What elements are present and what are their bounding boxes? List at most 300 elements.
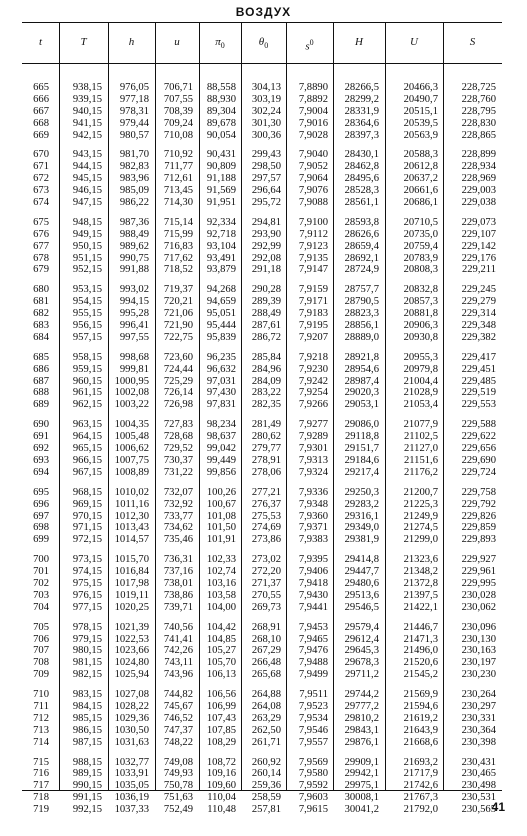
cell-h: 1024,80 <box>114 657 149 669</box>
cell-h: 1003,22 <box>114 399 149 411</box>
cell-T: 949,15 <box>72 228 102 240</box>
cell-H: 29843,1 <box>344 724 379 736</box>
cell-U: 20588,3 <box>403 149 438 161</box>
cell-U: 21348,2 <box>403 566 438 578</box>
cell-T: 972,15 <box>72 534 102 546</box>
cell-u: 718,52 <box>163 264 193 276</box>
cell-pi0: 103,58 <box>206 589 236 601</box>
cell-h: 1008,89 <box>114 466 149 478</box>
cell-s0: 7,9159 <box>298 284 328 296</box>
cell-T: 943,15 <box>72 149 102 161</box>
cell-H: 28692,1 <box>344 252 379 264</box>
cell-H: 29020,3 <box>344 387 379 399</box>
cell-S: 230,565 <box>461 804 496 816</box>
cell-H: 29711,2 <box>344 669 379 681</box>
cell-S: 229,927 <box>461 554 496 566</box>
cell-u: 743,96 <box>163 669 193 681</box>
cell-S: 229,588 <box>461 419 496 431</box>
table-row <box>22 264 502 276</box>
cell-u: 708,39 <box>163 105 193 117</box>
cell-theta0: 299,43 <box>251 149 281 161</box>
cell-s0: 7,9580 <box>298 768 328 780</box>
cell-S: 229,107 <box>461 228 496 240</box>
cell-t: 670 <box>33 149 49 161</box>
cell-theta0: 278,91 <box>251 454 281 466</box>
cell-theta0: 264,88 <box>251 689 281 701</box>
cell-s0: 7,9557 <box>298 736 328 748</box>
cell-T: 970,15 <box>72 510 102 522</box>
cell-U: 20563,9 <box>403 129 438 141</box>
table-row <box>22 94 502 106</box>
cell-h: 1005,48 <box>114 431 149 443</box>
cell-T: 945,15 <box>72 173 102 185</box>
cell-h: 1016,84 <box>114 566 149 578</box>
cell-h: 990,75 <box>119 252 149 264</box>
cell-H: 30008,1 <box>344 792 379 804</box>
cell-H: 29053,1 <box>344 399 379 411</box>
cell-T: 957,15 <box>72 331 102 343</box>
cell-pi0: 91,569 <box>206 185 236 197</box>
cell-S: 229,826 <box>461 510 496 522</box>
page-number: 41 <box>491 800 505 814</box>
cell-theta0: 281,49 <box>251 419 281 431</box>
cell-s0: 7,9476 <box>298 645 328 657</box>
cell-h: 977,18 <box>119 93 149 105</box>
column-header-h: h <box>128 36 135 48</box>
cell-h: 1027,08 <box>114 689 149 701</box>
cell-pi0: 89,678 <box>206 117 236 129</box>
cell-h: 993,02 <box>119 284 149 296</box>
cell-U: 21422,1 <box>403 601 438 613</box>
cell-T: 938,15 <box>72 82 102 93</box>
cell-h: 988,49 <box>119 228 149 240</box>
cell-theta0: 272,20 <box>251 566 281 578</box>
cell-H: 29645,3 <box>344 645 379 657</box>
cell-pi0: 104,00 <box>206 601 236 613</box>
cell-U: 21225,3 <box>403 498 438 510</box>
cell-H: 28593,8 <box>344 216 379 228</box>
cell-pi0: 98,234 <box>206 419 236 431</box>
cell-U: 21693,2 <box>403 756 438 768</box>
cell-h: 1017,98 <box>114 577 149 589</box>
cell-h: 986,22 <box>119 197 149 209</box>
cell-H: 28495,6 <box>344 173 379 185</box>
cell-theta0: 294,81 <box>251 216 281 228</box>
cell-s0: 7,9603 <box>298 792 328 804</box>
cell-theta0: 289,39 <box>251 296 281 308</box>
table-row <box>22 106 502 118</box>
cell-H: 29678,3 <box>344 657 379 669</box>
cell-t: 687 <box>33 375 49 387</box>
cell-U: 21077,9 <box>403 419 438 431</box>
cell-s0: 7,9371 <box>298 522 328 534</box>
cell-u: 742,26 <box>163 645 193 657</box>
cell-s0: 7,9218 <box>298 351 328 363</box>
cell-theta0: 292,99 <box>251 240 281 252</box>
cell-s0: 7,9488 <box>298 657 328 669</box>
cell-S: 229,519 <box>461 387 496 399</box>
cell-h: 1004,35 <box>114 419 149 431</box>
table-row <box>22 455 502 467</box>
cell-h: 1019,11 <box>114 589 149 601</box>
cell-t: 677 <box>33 240 49 252</box>
cell-t: 674 <box>33 197 49 209</box>
cell-theta0: 284,09 <box>251 375 281 387</box>
cell-pi0: 99,856 <box>206 466 236 478</box>
cell-T: 942,15 <box>72 129 102 141</box>
cell-s0: 7,9499 <box>298 669 328 681</box>
cell-H: 29118,8 <box>344 431 379 443</box>
cell-S: 228,795 <box>461 105 496 117</box>
cell-T: 973,15 <box>72 554 102 566</box>
cell-S: 229,451 <box>461 363 496 375</box>
cell-S: 229,995 <box>461 577 496 589</box>
cell-t: 666 <box>33 93 49 105</box>
cell-u: 738,01 <box>163 577 193 589</box>
cell-U: 21299,0 <box>403 534 438 546</box>
cell-t: 683 <box>33 320 49 332</box>
cell-U: 20832,8 <box>403 284 438 296</box>
cell-theta0: 302,24 <box>251 105 281 117</box>
cell-T: 969,15 <box>72 498 102 510</box>
cell-s0: 7,9453 <box>298 621 328 633</box>
cell-U: 21053,4 <box>403 399 438 411</box>
cell-h: 989,62 <box>119 240 149 252</box>
cell-t: 695 <box>33 486 49 498</box>
cell-t: 675 <box>33 216 49 228</box>
cell-h: 1002,08 <box>114 387 149 399</box>
cell-S: 229,382 <box>461 331 496 343</box>
cell-T: 989,15 <box>72 768 102 780</box>
cell-t: 704 <box>33 601 49 613</box>
table-row <box>22 197 502 209</box>
cell-u: 741,41 <box>163 633 193 645</box>
cell-u: 734,62 <box>163 522 193 534</box>
cell-s0: 7,9523 <box>298 700 328 712</box>
cell-s0: 7,9511 <box>299 689 328 701</box>
cell-u: 749,93 <box>163 768 193 780</box>
cell-T: 971,15 <box>72 522 102 534</box>
cell-theta0: 274,69 <box>251 522 281 534</box>
cell-pi0: 99,042 <box>206 443 236 455</box>
cell-theta0: 280,62 <box>251 431 281 443</box>
cell-H: 28266,5 <box>344 82 379 93</box>
column-header-T: T <box>80 36 87 48</box>
cell-h: 1010,02 <box>114 486 149 498</box>
cell-H: 28397,3 <box>344 129 379 141</box>
cell-u: 715,14 <box>163 216 193 228</box>
cell-U: 21668,6 <box>403 736 438 748</box>
cell-h: 995,28 <box>119 308 149 320</box>
cell-s0: 7,9147 <box>298 264 328 276</box>
cell-U: 21471,3 <box>403 633 438 645</box>
cell-s0: 7,9242 <box>298 375 328 387</box>
cell-pi0: 108,29 <box>206 736 236 748</box>
cell-T: 963,15 <box>72 419 102 431</box>
row-group <box>22 284 502 343</box>
cell-H: 28299,2 <box>344 93 379 105</box>
cell-s0: 7,9360 <box>298 510 328 522</box>
cell-S: 229,348 <box>461 320 496 332</box>
cell-theta0: 296,64 <box>251 185 281 197</box>
cell-u: 735,46 <box>163 534 193 546</box>
cell-T: 992,15 <box>72 804 102 816</box>
cell-H: 28626,6 <box>344 228 379 240</box>
table-row <box>22 352 502 364</box>
cell-pi0: 108,72 <box>206 756 236 768</box>
cell-theta0: 292,08 <box>251 252 281 264</box>
cell-t: 693 <box>33 454 49 466</box>
cell-s0: 7,9028 <box>298 129 328 141</box>
cell-U: 21397,5 <box>403 589 438 601</box>
cell-theta0: 291,18 <box>251 264 281 276</box>
cell-u: 717,62 <box>163 252 193 264</box>
cell-pi0: 88,558 <box>206 82 236 93</box>
cell-H: 28954,6 <box>344 363 379 375</box>
cell-u: 746,52 <box>163 712 193 724</box>
cell-H: 29316,1 <box>344 510 379 522</box>
cell-t: 697 <box>33 510 49 522</box>
cell-s0: 7,9289 <box>298 431 328 443</box>
cell-theta0: 285,84 <box>251 351 281 363</box>
cell-T: 968,15 <box>72 486 102 498</box>
cell-pi0: 101,91 <box>206 534 236 546</box>
cell-T: 958,15 <box>72 351 102 363</box>
cell-t: 707 <box>33 645 49 657</box>
cell-U: 20783,9 <box>403 252 438 264</box>
table-row <box>22 308 502 320</box>
cell-h: 985,09 <box>119 185 149 197</box>
cell-U: 20466,3 <box>403 82 438 93</box>
cell-H: 29217,4 <box>344 466 379 478</box>
cell-T: 950,15 <box>72 240 102 252</box>
cell-s0: 7,9004 <box>298 105 328 117</box>
cell-H: 29086,0 <box>344 419 379 431</box>
cell-t: 692 <box>33 443 49 455</box>
cell-u: 751,63 <box>163 792 193 804</box>
cell-T: 982,15 <box>72 669 102 681</box>
cell-U: 21004,4 <box>403 375 438 387</box>
cell-U: 21151,6 <box>403 454 438 466</box>
cell-T: 984,15 <box>72 700 102 712</box>
cell-pi0: 95,051 <box>206 308 236 320</box>
cell-u: 729,52 <box>163 443 193 455</box>
cell-T: 977,15 <box>72 601 102 613</box>
cell-pi0: 109,16 <box>206 768 236 780</box>
cell-U: 21594,6 <box>403 700 438 712</box>
cell-pi0: 90,809 <box>206 161 236 173</box>
cell-H: 28757,7 <box>344 284 379 296</box>
cell-pi0: 98,637 <box>206 431 236 443</box>
cell-t: 681 <box>33 296 49 308</box>
cell-theta0: 266,48 <box>251 657 281 669</box>
table-row <box>22 669 502 681</box>
row-group <box>22 419 502 478</box>
row-group <box>22 82 502 141</box>
cell-T: 951,15 <box>72 252 102 264</box>
cell-theta0: 257,81 <box>251 804 281 816</box>
cell-U: 20710,5 <box>403 216 438 228</box>
cell-H: 29283,2 <box>344 498 379 510</box>
cell-U: 20515,1 <box>403 105 438 117</box>
cell-T: 967,15 <box>72 466 102 478</box>
cell-h: 1032,77 <box>114 756 149 768</box>
cell-U: 21249,9 <box>403 510 438 522</box>
cell-t: 694 <box>33 466 49 478</box>
cell-U: 21545,2 <box>403 669 438 681</box>
cell-u: 715,99 <box>163 228 193 240</box>
cell-S: 229,073 <box>461 216 496 228</box>
cell-pi0: 93,491 <box>206 252 236 264</box>
table-row <box>22 185 502 197</box>
cell-S: 230,130 <box>461 633 496 645</box>
table-row <box>22 701 502 713</box>
cell-u: 720,21 <box>163 296 193 308</box>
cell-u: 731,22 <box>163 466 193 478</box>
cell-s0: 7,9569 <box>298 756 328 768</box>
table-row <box>22 780 502 792</box>
cell-U: 20612,8 <box>403 161 438 173</box>
cell-theta0: 265,68 <box>251 669 281 681</box>
table-row <box>22 376 502 388</box>
cell-s0: 7,9546 <box>298 724 328 736</box>
table-row <box>22 534 502 546</box>
cell-s0: 7,9615 <box>298 804 328 816</box>
cell-h: 1028,22 <box>114 700 149 712</box>
cell-u: 709,24 <box>163 117 193 129</box>
cell-u: 728,68 <box>163 431 193 443</box>
cell-s0: 7,9123 <box>298 240 328 252</box>
table-row <box>22 284 502 296</box>
table-row <box>22 118 502 130</box>
cell-T: 978,15 <box>72 621 102 633</box>
cell-t: 673 <box>33 185 49 197</box>
cell-s0: 7,9100 <box>298 216 328 228</box>
cell-pi0: 101,50 <box>206 522 236 534</box>
cell-u: 706,71 <box>163 82 193 93</box>
cell-t: 668 <box>33 117 49 129</box>
cell-T: 966,15 <box>72 454 102 466</box>
cell-u: 744,82 <box>163 689 193 701</box>
cell-theta0: 262,50 <box>251 724 281 736</box>
cell-S: 229,690 <box>461 454 496 466</box>
cell-H: 28724,9 <box>344 264 379 276</box>
cell-pi0: 107,85 <box>206 724 236 736</box>
cell-theta0: 298,50 <box>251 161 281 173</box>
row-group <box>22 554 502 613</box>
cell-U: 20930,8 <box>403 331 438 343</box>
cell-s0: 7,9230 <box>298 363 328 375</box>
cell-t: 713 <box>33 724 49 736</box>
table-row <box>22 130 502 142</box>
cell-theta0: 279,77 <box>251 443 281 455</box>
cell-h: 983,96 <box>119 173 149 185</box>
cell-U: 20857,3 <box>403 296 438 308</box>
cell-t: 688 <box>33 387 49 399</box>
table-row <box>22 657 502 669</box>
cell-S: 230,264 <box>461 689 496 701</box>
cell-h: 1020,25 <box>114 601 149 613</box>
cell-h: 1035,05 <box>114 780 149 792</box>
cell-S: 229,859 <box>461 522 496 534</box>
cell-U: 20637,2 <box>403 173 438 185</box>
column-header-S: S <box>469 36 476 48</box>
cell-H: 29250,3 <box>344 486 379 498</box>
cell-H: 29480,6 <box>344 577 379 589</box>
cell-t: 689 <box>33 399 49 411</box>
cell-H: 28987,4 <box>344 375 379 387</box>
cell-H: 29447,7 <box>344 566 379 578</box>
cell-s0: 7,9112 <box>299 228 328 240</box>
cell-H: 29151,7 <box>344 443 379 455</box>
cell-S: 229,758 <box>461 486 496 498</box>
cell-pi0: 97,031 <box>206 375 236 387</box>
cell-h: 1030,50 <box>114 724 149 736</box>
cell-T: 985,15 <box>72 712 102 724</box>
cell-theta0: 284,96 <box>251 363 281 375</box>
cell-u: 737,16 <box>163 566 193 578</box>
cell-theta0: 282,35 <box>251 399 281 411</box>
cell-s0: 7,9348 <box>298 498 328 510</box>
cell-t: 672 <box>33 173 49 185</box>
cell-T: 979,15 <box>72 633 102 645</box>
cell-u: 736,31 <box>163 554 193 566</box>
cell-H: 29612,4 <box>344 633 379 645</box>
cell-s0: 7,9324 <box>298 466 328 478</box>
table-row <box>22 320 502 332</box>
cell-S: 228,899 <box>461 149 496 161</box>
cell-s0: 7,9135 <box>298 252 328 264</box>
cell-s0: 7,9441 <box>298 601 328 613</box>
table-row <box>22 173 502 185</box>
table-row <box>22 792 502 804</box>
cell-u: 727,83 <box>163 419 193 431</box>
cell-h: 999,81 <box>119 363 149 375</box>
cell-pi0: 94,659 <box>206 296 236 308</box>
cell-h: 996,41 <box>119 320 149 332</box>
cell-pi0: 88,930 <box>206 93 236 105</box>
table-row <box>22 737 502 749</box>
cell-S: 230,364 <box>461 724 496 736</box>
cell-T: 988,15 <box>72 756 102 768</box>
cell-S: 229,485 <box>461 375 496 387</box>
cell-t: 690 <box>33 419 49 431</box>
cell-H: 29876,1 <box>344 736 379 748</box>
cell-u: 719,37 <box>163 284 193 296</box>
cell-U: 20881,8 <box>403 308 438 320</box>
cell-u: 714,30 <box>163 197 193 209</box>
cell-h: 1006,62 <box>114 443 149 455</box>
cell-s0: 7,8890 <box>298 82 328 93</box>
cell-h: 1000,95 <box>114 375 149 387</box>
cell-U: 21323,6 <box>403 554 438 566</box>
cell-T: 965,15 <box>72 443 102 455</box>
cell-pi0: 102,74 <box>206 566 236 578</box>
table-row <box>22 364 502 376</box>
cell-s0: 7,9064 <box>298 173 328 185</box>
cell-u: 723,60 <box>163 351 193 363</box>
header-rule <box>22 63 502 64</box>
cell-t: 708 <box>33 657 49 669</box>
cell-T: 990,15 <box>72 780 102 792</box>
cell-H: 28856,1 <box>344 320 379 332</box>
table-row <box>22 149 502 161</box>
cell-U: 21643,9 <box>403 724 438 736</box>
cell-h: 1022,53 <box>114 633 149 645</box>
cell-pi0: 94,268 <box>206 284 236 296</box>
cell-h: 982,83 <box>119 161 149 173</box>
table-row <box>22 253 502 265</box>
